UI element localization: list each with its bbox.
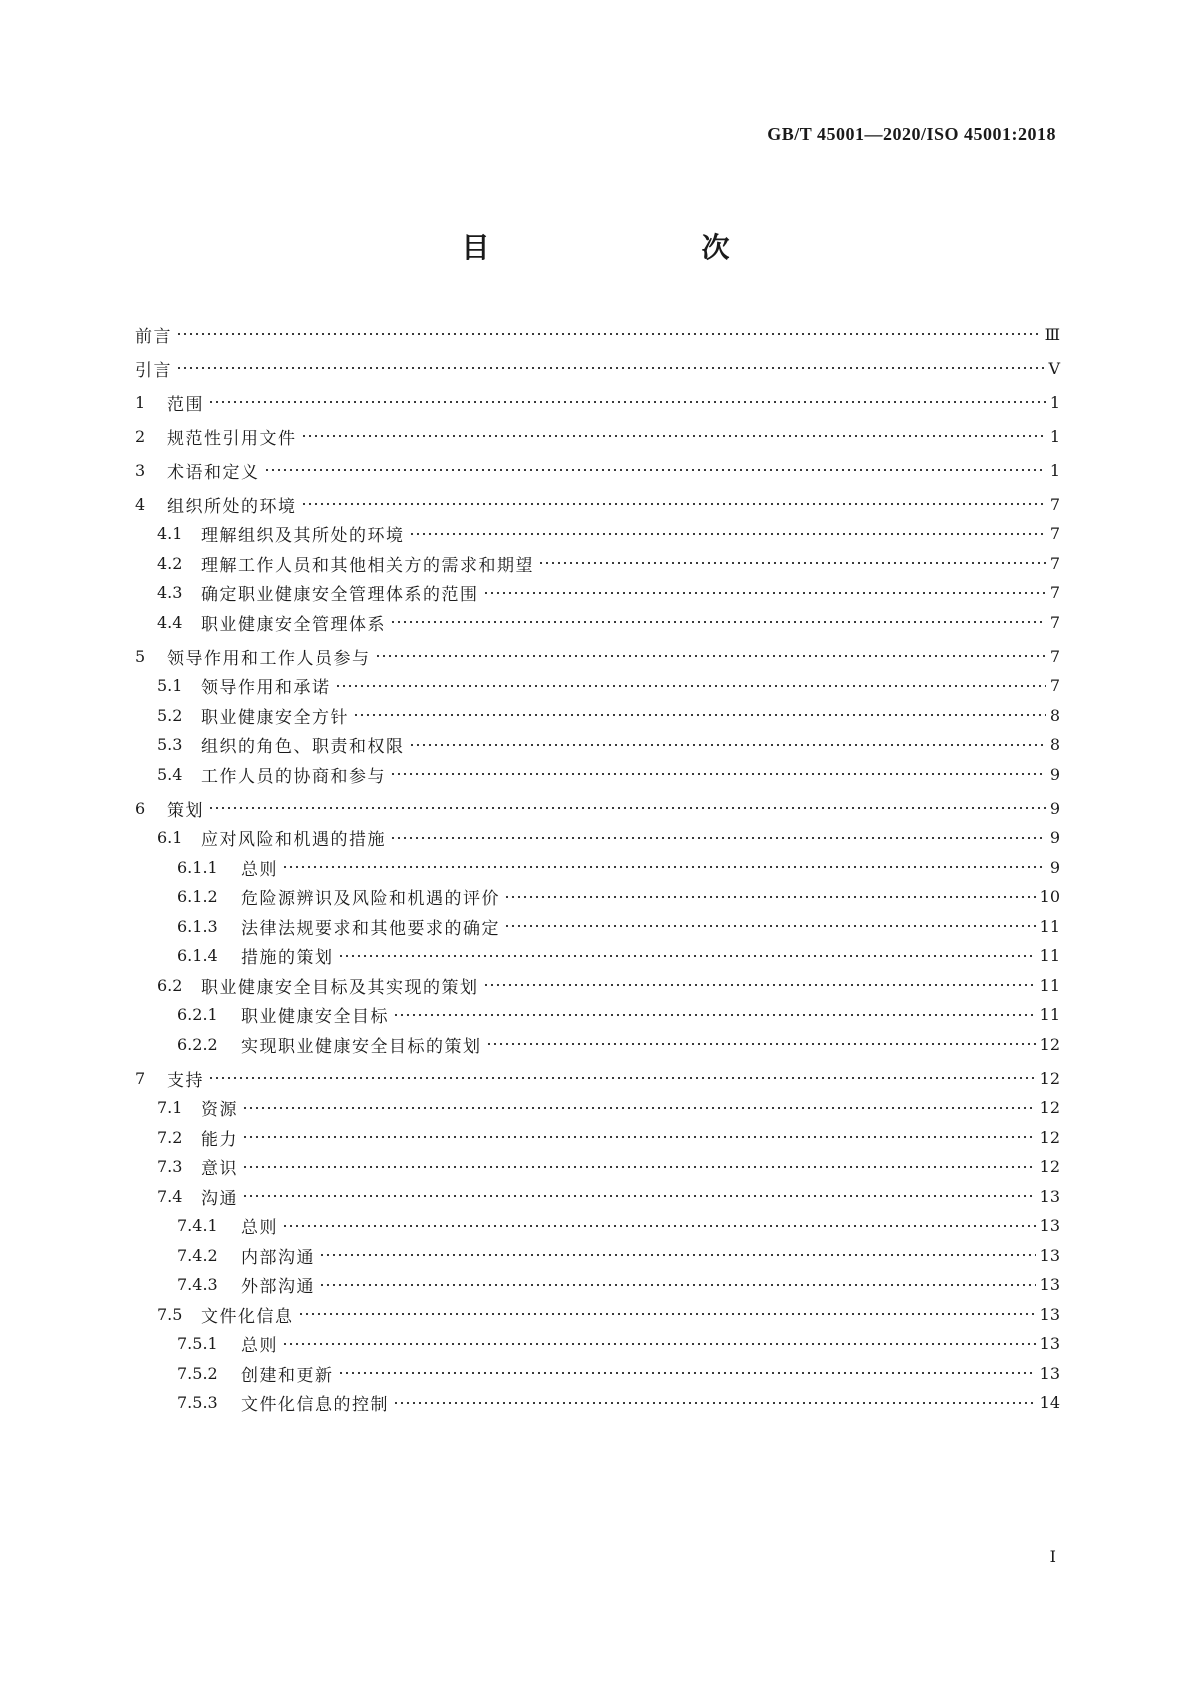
toc-entry-page: 13: [1039, 1363, 1060, 1383]
toc-entry-title: 职业健康安全目标: [241, 1007, 389, 1027]
toc-entry-title: 支持: [167, 1070, 204, 1091]
toc-entry[interactable]: [157, 761, 1060, 787]
dot-leader: [409, 743, 1046, 747]
toc-entry-title: 理解工作人员和其他相关方的需求和期望: [201, 555, 534, 576]
toc-entry-page: 7: [1049, 646, 1060, 666]
toc-entry-title: 组织所处的环境: [167, 496, 297, 517]
toc-entry-title: 职业健康安全方针: [201, 707, 349, 728]
toc-entry-number: 6.2.1: [177, 1005, 218, 1024]
toc-entry-title: 外部沟通: [241, 1277, 315, 1297]
toc-entry-page: 13: [1039, 1275, 1060, 1294]
toc-entry[interactable]: [157, 521, 1060, 547]
toc-entry-number: 2: [135, 426, 146, 446]
toc-entry-number: 7.4.3: [177, 1275, 218, 1294]
toc-entry-page: 12: [1039, 1127, 1060, 1147]
toc-entry[interactable]: [135, 457, 1060, 483]
dot-leader: [409, 532, 1046, 536]
toc-entry-title: 领导作用和工作人员参与: [167, 648, 371, 669]
toc-entry-page: 11: [1039, 1005, 1060, 1024]
page-title: 目 次: [461, 231, 782, 264]
toc-entry-page: 10: [1039, 887, 1060, 906]
dot-leader: [538, 561, 1046, 565]
toc-entry-page: 13: [1039, 1304, 1060, 1324]
toc-entry[interactable]: [157, 1183, 1060, 1209]
toc-entry-number: 6.2.2: [177, 1034, 218, 1054]
toc-entry-page: 1: [1049, 392, 1060, 412]
toc-entry-number: 4.1: [157, 524, 183, 543]
dot-leader: [282, 1224, 1036, 1228]
dot-leader: [338, 1371, 1036, 1375]
toc-entry-number: 4.3: [157, 583, 183, 602]
dot-leader: [242, 1106, 1036, 1110]
toc-entry-number: 5: [135, 646, 146, 666]
dot-leader: [319, 1253, 1036, 1257]
toc-entry[interactable]: [135, 1065, 1060, 1091]
dot-leader: [338, 954, 1036, 958]
toc-entry-page: 12: [1039, 1098, 1060, 1117]
toc-entry-title: 范围: [167, 394, 204, 415]
toc-entry-title: 职业健康安全目标及其实现的策划: [201, 977, 479, 998]
toc-entry-number: 4.2: [157, 553, 183, 573]
toc-entry-title: 资源: [201, 1100, 238, 1120]
toc-entry[interactable]: [177, 913, 1060, 939]
dot-leader: [504, 895, 1036, 899]
toc-entry-page: 8: [1049, 735, 1060, 754]
toc-entry-title: 理解组织及其所处的环境: [201, 526, 405, 546]
toc-entry-title: 总则: [241, 1218, 278, 1238]
toc-entry[interactable]: [177, 1390, 1060, 1416]
toc-entry-number: 5.1: [157, 676, 183, 695]
dot-leader: [483, 591, 1046, 595]
toc-entry-number: 1: [135, 392, 146, 412]
toc-entry[interactable]: [135, 491, 1060, 517]
toc-entry-title: 内部沟通: [241, 1247, 315, 1268]
toc-entry-page: 1: [1049, 460, 1060, 480]
dot-leader: [301, 502, 1046, 506]
toc-entry-page: 12: [1039, 1157, 1060, 1176]
toc-entry-page: 7: [1049, 494, 1060, 514]
toc-entry[interactable]: [177, 884, 1060, 910]
toc-entry-page: 13: [1039, 1186, 1060, 1206]
toc-entry-page: 7: [1049, 676, 1060, 695]
toc-entry-number: 6.1: [157, 828, 183, 847]
toc-entry[interactable]: [177, 854, 1060, 880]
toc-entry-number: 5.4: [157, 764, 183, 784]
dot-leader: [264, 468, 1046, 472]
toc-entry-page: 13: [1039, 1334, 1060, 1353]
toc-entry-number: 7.5.1: [177, 1334, 218, 1353]
dot-leader: [301, 434, 1046, 438]
dot-leader: [282, 1342, 1036, 1346]
toc-entry-number: 7.5: [157, 1304, 183, 1324]
toc-entry-number: 5.3: [157, 735, 183, 754]
dot-leader: [390, 836, 1046, 840]
standard-code: GB/T 45001—2020/ISO 45001:2018: [767, 124, 1056, 144]
toc-entry-page: 7: [1049, 612, 1060, 632]
toc-entry-number: 4.4: [157, 612, 183, 632]
dot-leader: [353, 713, 1046, 717]
toc-entry-title: 能力: [201, 1129, 238, 1150]
toc-entry[interactable]: [157, 732, 1060, 758]
toc-entry[interactable]: [157, 550, 1060, 576]
toc-entry-page: 13: [1039, 1216, 1060, 1235]
toc-entry-title: 措施的策划: [241, 948, 334, 968]
dot-leader: [176, 366, 1044, 370]
toc-entry-page: 12: [1039, 1068, 1060, 1088]
toc-entry-page: 11: [1039, 916, 1060, 936]
toc-entry[interactable]: [157, 825, 1060, 851]
toc-entry[interactable]: [157, 580, 1060, 606]
toc-entry-title: 规范性引用文件: [167, 428, 297, 449]
dot-leader: [390, 620, 1046, 624]
toc-entry-number: 4: [135, 494, 146, 514]
toc-entry[interactable]: [135, 795, 1060, 821]
toc-entry-page: 9: [1049, 798, 1060, 818]
toc-entry-title: 意识: [201, 1159, 238, 1179]
toc-entry-page: Ⅲ: [1044, 324, 1060, 344]
dot-leader: [393, 1401, 1036, 1405]
toc-entry[interactable]: [177, 943, 1060, 969]
toc-entry-title: 沟通: [201, 1188, 238, 1209]
dot-leader: [375, 654, 1046, 658]
toc-entry[interactable]: [157, 1124, 1060, 1150]
toc-entry[interactable]: [157, 609, 1060, 635]
toc-entry[interactable]: [177, 1002, 1060, 1028]
dot-leader: [208, 400, 1046, 404]
dot-leader: [335, 684, 1046, 688]
dot-leader: [176, 332, 1041, 336]
toc-entry[interactable]: [177, 1272, 1060, 1298]
toc-entry-number: 7.2: [157, 1127, 183, 1147]
toc-entry-number: 6.1.3: [177, 916, 218, 936]
toc-entry-page: 14: [1039, 1393, 1060, 1412]
toc-entry-page: 7: [1049, 583, 1060, 602]
toc-entry-page: Ⅴ: [1048, 358, 1060, 378]
toc-entry[interactable]: [135, 355, 1060, 381]
dot-leader: [504, 924, 1036, 928]
dot-leader: [393, 1013, 1036, 1017]
toc-entry[interactable]: [135, 423, 1060, 449]
toc-entry-page: 11: [1039, 975, 1060, 995]
toc-entry[interactable]: [135, 389, 1060, 415]
toc-entry-number: 7.4.2: [177, 1245, 218, 1265]
toc-entry-page: 9: [1049, 828, 1060, 847]
toc-entry-number: 6.1.2: [177, 887, 218, 906]
dot-leader: [390, 772, 1046, 776]
dot-leader: [242, 1194, 1036, 1198]
toc-entry-number: 6.1.4: [177, 946, 218, 965]
toc-entry[interactable]: [177, 1331, 1060, 1357]
dot-leader: [242, 1165, 1036, 1169]
toc-entry-number: 3: [135, 460, 146, 480]
toc-entry-number: 6: [135, 798, 146, 818]
toc-entry-title: 策划: [167, 800, 204, 821]
toc-entry-title: 领导作用和承诺: [201, 678, 331, 698]
toc-entry[interactable]: [157, 673, 1060, 699]
dot-leader: [486, 1042, 1036, 1046]
toc-entry-title: 确定职业健康安全管理体系的范围: [201, 585, 479, 605]
toc-entry[interactable]: [177, 1213, 1060, 1239]
toc-entry[interactable]: [177, 1031, 1060, 1057]
toc-entry-title: 前言: [135, 326, 172, 347]
toc-entry-number: 7.5.3: [177, 1393, 218, 1412]
toc-entry-title: 总则: [241, 859, 278, 880]
dot-leader: [298, 1312, 1036, 1316]
toc-entry-number: 6.1.1: [177, 857, 218, 877]
toc-entry-title: 危险源辨识及风险和机遇的评价: [241, 889, 500, 909]
toc-entry-page: 7: [1049, 524, 1060, 543]
toc-entry-number: 7.4: [157, 1186, 183, 1206]
toc-entry-title: 实现职业健康安全目标的策划: [241, 1036, 482, 1057]
toc-entry-title: 工作人员的协商和参与: [201, 766, 386, 787]
toc-entry-number: 7.5.2: [177, 1363, 218, 1383]
toc-entry[interactable]: [177, 1242, 1060, 1268]
toc-entry-title: 法律法规要求和其他要求的确定: [241, 918, 500, 939]
toc-entry-title: 创建和更新: [241, 1365, 334, 1386]
toc-entry[interactable]: [157, 972, 1060, 998]
toc-entry-title: 术语和定义: [167, 462, 260, 483]
dot-leader: [483, 983, 1036, 987]
toc-entry-title: 文件化信息的控制: [241, 1395, 389, 1415]
toc-entry-number: 7: [135, 1068, 146, 1088]
toc-entry-number: 7.3: [157, 1157, 183, 1176]
toc-entry-title: 文件化信息: [201, 1306, 294, 1327]
toc-entry-title: 职业健康安全管理体系: [201, 614, 386, 635]
toc-entry[interactable]: [135, 321, 1060, 347]
toc-entry[interactable]: [157, 1095, 1060, 1121]
toc-entry-page: 9: [1049, 857, 1060, 877]
toc-entry[interactable]: [177, 1360, 1060, 1386]
toc-entry-title: 应对风险和机遇的措施: [201, 830, 386, 850]
toc-entry-title: 引言: [135, 360, 172, 381]
dot-leader: [208, 1076, 1036, 1080]
toc-entry-page: 11: [1039, 946, 1060, 965]
toc-entry-number: 5.2: [157, 705, 183, 725]
toc-entry-number: 7.1: [157, 1098, 183, 1117]
toc-entry-page: 8: [1049, 705, 1060, 725]
toc-entry-number: 7.4.1: [177, 1216, 218, 1235]
toc-entry-page: 12: [1039, 1034, 1060, 1054]
dot-leader: [319, 1283, 1036, 1287]
dot-leader: [242, 1135, 1036, 1139]
toc-entry-number: 6.2: [157, 975, 183, 995]
toc-entry[interactable]: [157, 1154, 1060, 1180]
toc-entry-page: 7: [1049, 553, 1060, 573]
toc-entry-title: 组织的角色、职责和权限: [201, 737, 405, 757]
toc-entry-page: 13: [1039, 1245, 1060, 1265]
page-number: I: [1049, 1547, 1056, 1566]
toc-entry[interactable]: [157, 702, 1060, 728]
dot-leader: [282, 865, 1046, 869]
dot-leader: [208, 806, 1046, 810]
toc-entry-page: 1: [1049, 426, 1060, 446]
toc-entry-title: 总则: [241, 1336, 278, 1356]
toc-entry[interactable]: [135, 643, 1060, 669]
toc-entry[interactable]: [157, 1301, 1060, 1327]
toc-entry-page: 9: [1049, 764, 1060, 784]
